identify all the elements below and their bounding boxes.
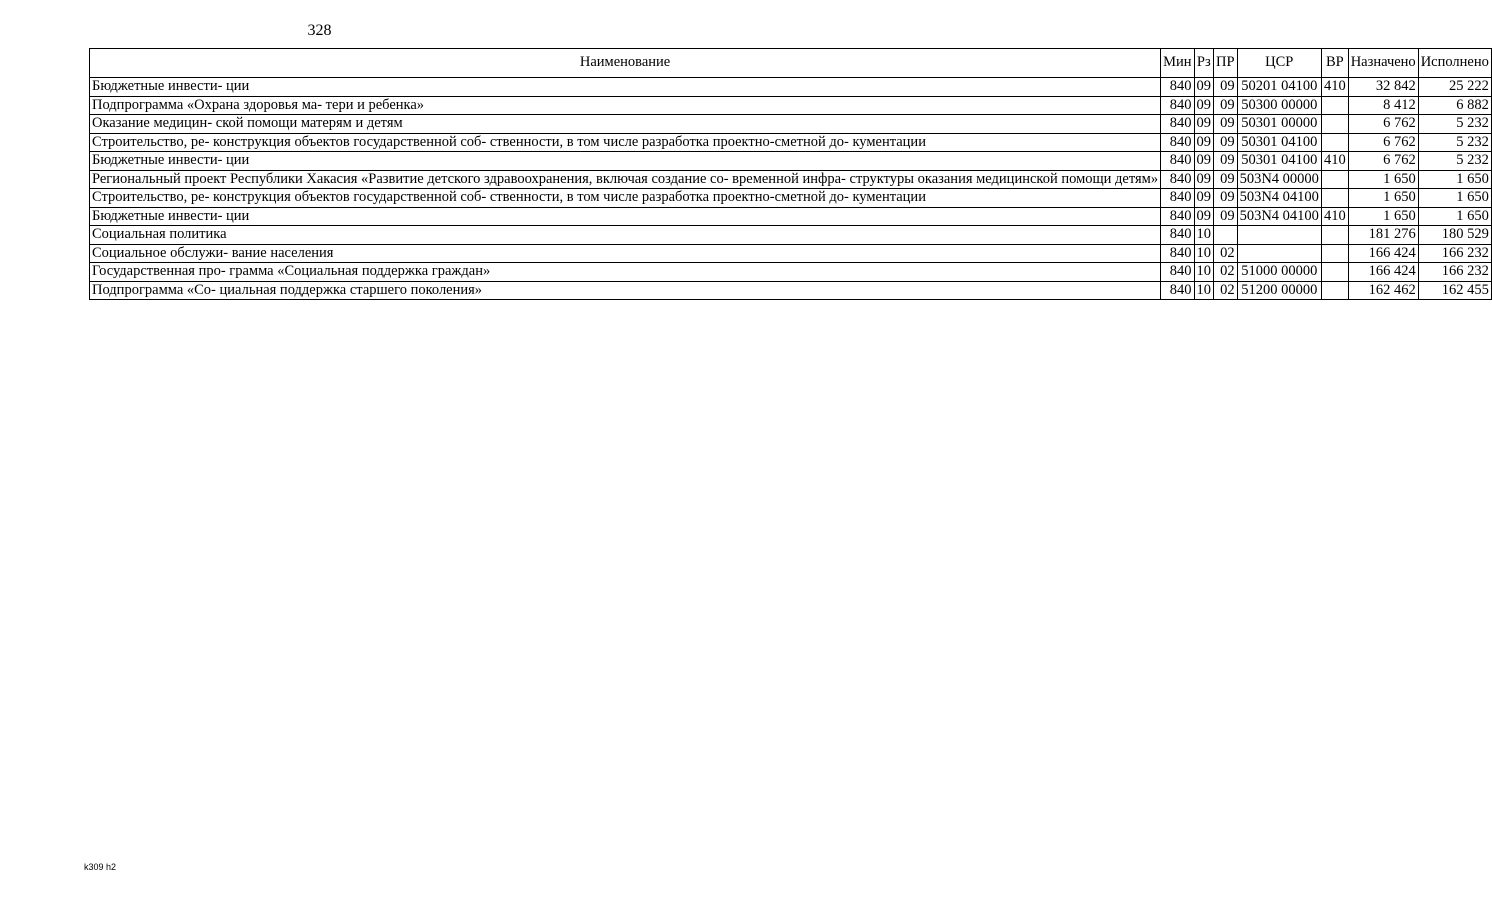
row-vr: 410 (1321, 207, 1348, 226)
row-rz: 09 (1194, 152, 1214, 171)
row-pr: 09 (1214, 78, 1238, 97)
table-row (90, 207, 1492, 226)
row-pr: 09 (1214, 152, 1238, 171)
row-assigned: 1 650 (1348, 170, 1418, 189)
row-vr (1321, 189, 1348, 208)
row-executed: 166 232 (1418, 244, 1491, 263)
row-csr: 50301 04100 (1237, 152, 1321, 171)
row-pr: 09 (1214, 189, 1238, 208)
row-assigned: 162 462 (1348, 281, 1418, 300)
row-executed: 6 882 (1418, 96, 1491, 115)
row-min: 840 (1161, 115, 1194, 134)
row-executed: 25 222 (1418, 78, 1491, 97)
row-min: 840 (1161, 133, 1194, 152)
table-row (90, 281, 1492, 300)
row-csr: 51200 00000 (1237, 281, 1321, 300)
row-assigned: 8 412 (1348, 96, 1418, 115)
row-executed: 1 650 (1418, 189, 1491, 208)
header-assigned: Назначено (1348, 49, 1418, 78)
row-min: 840 (1161, 170, 1194, 189)
table-row (90, 189, 1492, 208)
row-vr (1321, 263, 1348, 282)
row-executed: 162 455 (1418, 281, 1491, 300)
row-name: Подпрограмма «Охрана здоровья ма- тери и ребенка» (90, 96, 1161, 115)
row-min: 840 (1161, 263, 1194, 282)
row-assigned: 1 650 (1348, 189, 1418, 208)
row-rz: 09 (1194, 189, 1214, 208)
row-vr: 410 (1321, 152, 1348, 171)
table-row (90, 115, 1492, 134)
row-rz: 10 (1194, 244, 1214, 263)
row-executed: 1 650 (1418, 207, 1491, 226)
row-pr: 09 (1214, 96, 1238, 115)
row-min: 840 (1161, 281, 1194, 300)
row-pr: 02 (1214, 244, 1238, 263)
row-executed: 166 232 (1418, 263, 1491, 282)
row-assigned: 32 842 (1348, 78, 1418, 97)
row-pr: 02 (1214, 263, 1238, 282)
budget-table (89, 48, 1492, 300)
row-min: 840 (1161, 207, 1194, 226)
header-pr: ПР (1214, 49, 1238, 78)
row-min: 840 (1161, 96, 1194, 115)
header-executed: Исполнено (1418, 49, 1491, 78)
row-vr: 410 (1321, 78, 1348, 97)
row-name: Социальное обслужи- вание населения (90, 244, 1161, 263)
row-name: Строительство, ре- конструкция объектов государственной соб- ственности, в том числе разработка проектно-сметной до- кументации (90, 189, 1161, 208)
table-row (90, 152, 1492, 171)
row-min: 840 (1161, 152, 1194, 171)
row-csr (1237, 244, 1321, 263)
page-number: 328 (307, 22, 332, 39)
row-rz: 10 (1194, 263, 1214, 282)
row-vr (1321, 96, 1348, 115)
row-min: 840 (1161, 189, 1194, 208)
row-assigned: 166 424 (1348, 244, 1418, 263)
row-csr: 50300 00000 (1237, 96, 1321, 115)
row-csr: 51000 00000 (1237, 263, 1321, 282)
row-pr: 09 (1214, 115, 1238, 134)
row-pr: 09 (1214, 207, 1238, 226)
row-name: Бюджетные инвести- ции (90, 78, 1161, 97)
row-executed: 1 650 (1418, 170, 1491, 189)
header-vr: ВР (1321, 49, 1348, 78)
row-csr: 50301 00000 (1237, 115, 1321, 134)
row-rz: 09 (1194, 96, 1214, 115)
row-rz: 09 (1194, 115, 1214, 134)
table-row (90, 96, 1492, 115)
row-assigned: 6 762 (1348, 133, 1418, 152)
row-min: 840 (1161, 244, 1194, 263)
row-executed: 5 232 (1418, 133, 1491, 152)
header-csr: ЦСР (1237, 49, 1321, 78)
row-name: Социальная политика (90, 226, 1161, 245)
row-assigned: 6 762 (1348, 115, 1418, 134)
row-pr (1214, 226, 1238, 245)
row-vr (1321, 281, 1348, 300)
row-rz: 09 (1194, 207, 1214, 226)
row-rz: 10 (1194, 226, 1214, 245)
row-name: Подпрограмма «Со- циальная поддержка старшего поколения» (90, 281, 1161, 300)
header-min: Мин (1161, 49, 1194, 78)
row-executed: 5 232 (1418, 152, 1491, 171)
row-csr: 50201 04100 (1237, 78, 1321, 97)
row-name: Бюджетные инвести- ции (90, 152, 1161, 171)
row-name: Оказание медицин- ской помощи матерям и детям (90, 115, 1161, 134)
row-vr (1321, 244, 1348, 263)
table-row (90, 170, 1492, 189)
header-rz: Рз (1194, 49, 1214, 78)
table-row (90, 263, 1492, 282)
table-row (90, 226, 1492, 245)
footer-code: k309 h2 (84, 862, 117, 872)
row-rz: 09 (1194, 133, 1214, 152)
row-executed: 5 232 (1418, 115, 1491, 134)
header-name: Наименование (90, 49, 1161, 78)
row-vr (1321, 226, 1348, 245)
row-pr: 02 (1214, 281, 1238, 300)
row-name: Региональный проект Республики Хакасия «Развитие детского здравоохранения, включая создание со- временной инфра- структуры оказания медицинской помощи детям» (90, 170, 1161, 189)
row-rz: 09 (1194, 170, 1214, 189)
row-assigned: 6 762 (1348, 152, 1418, 171)
table-row (90, 133, 1492, 152)
table-row (90, 78, 1492, 97)
row-csr: 503N4 00000 (1237, 170, 1321, 189)
row-assigned: 181 276 (1348, 226, 1418, 245)
row-pr: 09 (1214, 133, 1238, 152)
row-name: Бюджетные инвести- ции (90, 207, 1161, 226)
row-min: 840 (1161, 78, 1194, 97)
row-csr: 503N4 04100 (1237, 207, 1321, 226)
row-csr: 50301 04100 (1237, 133, 1321, 152)
row-assigned: 1 650 (1348, 207, 1418, 226)
table-header-row (90, 49, 1492, 78)
row-vr (1321, 115, 1348, 134)
row-pr: 09 (1214, 170, 1238, 189)
row-rz: 09 (1194, 78, 1214, 97)
table-row (90, 244, 1492, 263)
row-vr (1321, 170, 1348, 189)
row-vr (1321, 133, 1348, 152)
row-csr: 503N4 04100 (1237, 189, 1321, 208)
row-assigned: 166 424 (1348, 263, 1418, 282)
row-rz: 10 (1194, 281, 1214, 300)
row-executed: 180 529 (1418, 226, 1491, 245)
row-min: 840 (1161, 226, 1194, 245)
row-name: Государственная про- грамма «Социальная поддержка граждан» (90, 263, 1161, 282)
row-name: Строительство, ре- конструкция объектов государственной соб- ственности, в том числе разработка проектно-сметной до- кументации (90, 133, 1161, 152)
row-csr (1237, 226, 1321, 245)
